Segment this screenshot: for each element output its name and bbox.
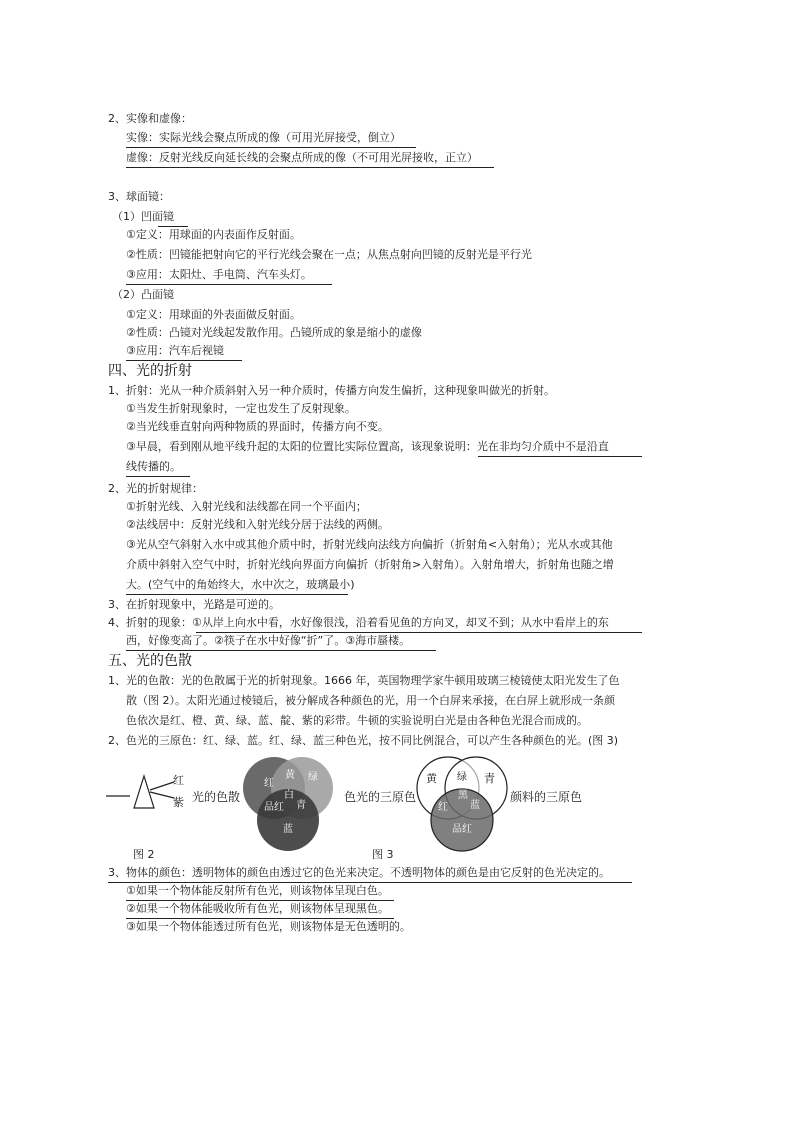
line-object-color-1: ①如果一个物体能反射所有色光，则该物体呈现白色。	[126, 884, 389, 897]
line-object-color-2: ②如果一个物体能吸收所有色光，则该物体呈现黑色。	[126, 902, 389, 915]
line-law-2: ②法线居中：反射光线和入射光线分居于法线的两侧。	[126, 518, 389, 531]
prism-figure	[106, 768, 206, 818]
line-convex-use: ③应用：汽车后视镜	[126, 344, 224, 357]
underline	[126, 476, 190, 477]
venn-pigment-yellow: 黄	[426, 772, 437, 785]
line-refraction-definition: 1、折射：光从一种介质斜射入另一种介质时，传播方向发生偏折，这种现象叫做光的折射。	[108, 384, 555, 397]
section-heading-refraction: 四、光的折射	[108, 363, 192, 379]
pigment-primary-venn	[412, 752, 516, 856]
underline	[126, 650, 436, 651]
venn-light-red: 红	[264, 778, 274, 789]
line-convex-definition: ①定义：用球面的外表面做反射面。	[126, 308, 301, 321]
line-dispersion-a: 1、光的色散：光的色散属于光的折射现象。1666 年，英国物理学家牛顿用玻璃三棱镜使太阳光发生了色	[108, 674, 620, 687]
venn-pigment-green: 绿	[457, 772, 467, 783]
venn-pigment-magenta: 品红	[452, 824, 472, 835]
line-refraction-3a: ③早晨，看到刚从地平线升起的太阳的位置比实际位置高，该现象说明：光在非均匀介质中不是沿直	[126, 440, 609, 453]
venn-pigment-cyan: 青	[484, 772, 495, 785]
line-refraction-1: ①当发生折射现象时，一定也发生了反射现象。	[126, 402, 356, 415]
underline	[196, 632, 642, 633]
line-refraction-law-heading: 2、光的折射规律：	[108, 482, 203, 495]
line-law-3c: 大。(空气中的角始终大，水中次之，玻璃最小)	[126, 578, 355, 591]
prism-red-label: 红	[173, 774, 184, 787]
prism-violet-label: 紫	[173, 796, 184, 809]
underline	[126, 167, 494, 168]
line-object-color: 3、物体的颜色：透明物体的颜色由透过它的色光来决定。不透明物体的颜色是由它反射的色光决定的。	[108, 866, 610, 879]
line-concave-heading: （1）凹面镜	[112, 210, 174, 223]
line-law-3b: 介质中斜射入空气中时，折射光线向界面方向偏折（折射角>入射角）。入射角增大，折射角也随之增	[126, 558, 614, 571]
venn-light-green: 绿	[308, 772, 318, 783]
line-spherical-heading: 3、球面镜：	[108, 190, 170, 203]
section-heading-dispersion: 五、光的色散	[108, 653, 192, 669]
underline	[126, 594, 348, 595]
line-dispersion-c: 色依次是红、橙、黄、绿、蓝、靛、紫的彩带。牛顿的实验说明白光是由各种色光混合而成的。	[126, 714, 588, 727]
line-law-1: ①折射光线、入射光线和法线都在同一个平面内；	[126, 500, 367, 513]
pigment-primary-label: 颜料的三原色	[510, 790, 583, 804]
line-refraction-phenomena-a: 4、折射的现象：①从岸上向水中看，水好像很浅，沿着看见鱼的方向叉，却叉不到；从水中看岸上的东	[108, 616, 609, 629]
venn-light-yellow: 黄	[285, 770, 295, 781]
venn-pigment-blue: 蓝	[470, 800, 480, 811]
venn-light-cyan: 青	[296, 800, 306, 811]
underline	[158, 226, 188, 227]
underline	[478, 456, 642, 457]
underline	[126, 284, 332, 285]
dispersion-label: 光的色散	[192, 790, 241, 804]
figure-2-caption: 图 2	[133, 848, 155, 861]
line-dispersion-b: 散（图 2）。太阳光通过棱镜后，被分解成各种颜色的光，用一个白屏来承接，在白屏上就形成一条颜	[126, 694, 615, 707]
underline	[126, 900, 394, 901]
underline	[126, 147, 416, 148]
underline	[126, 360, 242, 361]
line-convex-heading: （2）凸面镜	[112, 288, 174, 301]
line-concave-use: ③应用：太阳灶、手电筒、汽车头灯。	[126, 268, 312, 281]
venn-light-blue: 蓝	[283, 824, 293, 835]
line-real-image: 实像：实际光线会聚点所成的像（可用光屏接受，倒立）	[126, 131, 401, 144]
venn-light-magenta: 品红	[264, 802, 284, 813]
underline	[108, 882, 632, 883]
venn-light-white: 白	[284, 790, 294, 801]
line-object-color-3: ③如果一个物体能透过所有色光，则该物体是无色透明的。	[126, 920, 411, 933]
line-concave-definition: ①定义：用球面的内表面作反射面。	[126, 228, 301, 241]
line-primary-colors: 2、色光的三原色：红、绿、蓝。红、绿、蓝三种色光，按不同比例混合，可以产生各种颜色的光。(图 3)	[108, 734, 619, 747]
line-convex-property: ②性质：凸镜对光线起发散作用。凸镜所成的象是缩小的虚像	[126, 326, 422, 339]
line-refraction-phenomena-b: 西，好像变高了。②筷子在水中好像“折”了。③海市蜃楼。	[126, 634, 411, 647]
line-real-virtual-heading: 2、实像和虚像：	[108, 112, 192, 125]
venn-pigment-black: 黑	[458, 790, 468, 801]
light-primary-label: 色光的三原色	[344, 790, 417, 804]
figure-3-caption: 图 3	[372, 848, 394, 861]
light-primary-venn	[238, 752, 342, 856]
line-reversible: 3、在折射现象中，光路是可逆的。	[108, 598, 280, 611]
line-virtual-image: 虚像：反射光线反向延长线的会聚点所成的像（不可用光屏接收，正立）	[126, 151, 478, 164]
underline	[126, 918, 394, 919]
venn-pigment-red: 红	[438, 802, 448, 813]
line-law-3a: ③光从空气斜射入水中或其他介质中时，折射光线向法线方向偏折（折射角<入射角）；光从水或其他	[126, 538, 613, 551]
line-refraction-3b: 线传播的。	[126, 460, 181, 473]
line-concave-property: ②性质：凹镜能把射向它的平行光线会聚在一点；从焦点射向凹镜的反射光是平行光	[126, 248, 532, 261]
line-refraction-2: ②当光线垂直射向两种物质的界面时，传播方向不变。	[126, 420, 389, 433]
